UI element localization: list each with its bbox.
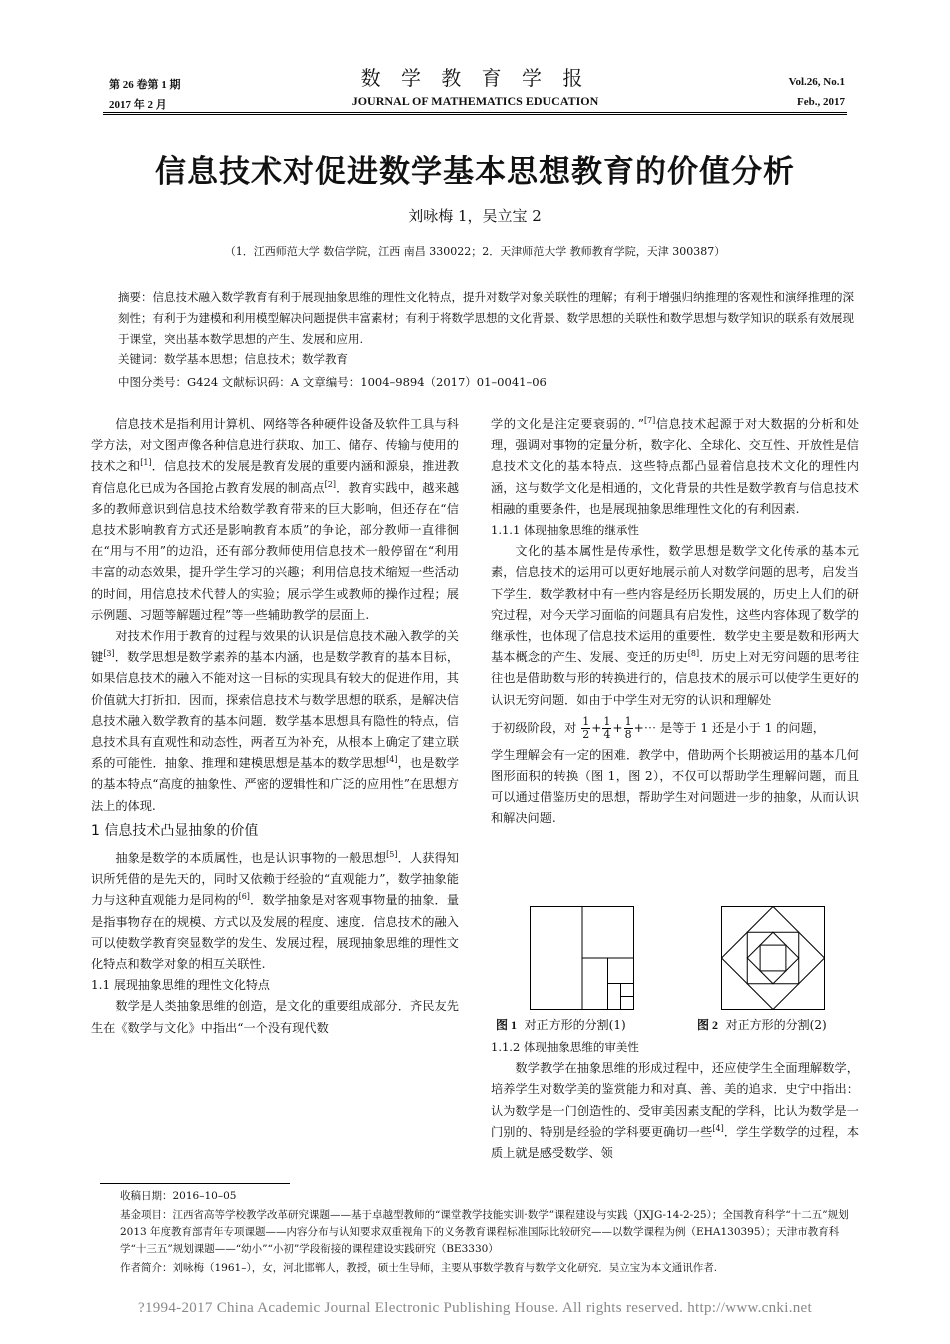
journal-volume: 第 26 卷第 1 期 (109, 79, 181, 91)
abstract-text: 摘要：信息技术融入数学教育有利于展现抽象思维的理性文化特点，提升对数学对象关联性的理解；有利于增强归纳推理的客观性和演绎推理的深刻性；有利于为建模和利用模型解决问题提供丰富素材；有利于将数学思想的文化背景、数学思想的关联性和数学思想与数学知识的联系有效展现于课堂，突出基本数学思想的产生、发展和应用. (118, 290, 854, 346)
footnote-author: 作者简介：刘咏梅（1961–），女，河北邯郸人，教授，硕士生导师，主要从事数学教育与数学文化研究．吴立宝为本文通讯作者. (120, 1262, 718, 1274)
header-rule (103, 112, 847, 113)
footnote-received: 收稿日期：2016–10–05 (120, 1190, 237, 1202)
section-heading: 1 信息技术凸显抽象的价值 (91, 822, 259, 839)
right-column-lower (491, 1037, 859, 1164)
keywords: 关键词：数学基本思想；信息技术；数学教育 (118, 352, 348, 366)
subsection-heading: 1.1.2 体现抽象思维的审美性 (491, 1040, 639, 1054)
fraction-eighth: $\frac{1}{8}$ (624, 714, 632, 741)
series-text-pre: 于初级阶段，对 (491, 720, 577, 735)
figure-1-caption: 图 1 对正方形的分割(1) (496, 1018, 626, 1032)
abstract (118, 287, 860, 350)
footnotes (100, 1188, 860, 1279)
classification: 中图分类号：G424 文献标识码：A 文章编号：1004–9894（2017）01–0041–06 (118, 375, 547, 389)
series-text-post: 是等于 1 还是小于 1 的问题， (659, 720, 825, 735)
article-affiliation: （1．江西师范大学 数信学院，江西 南昌 330022；2．天津师范大学 教师教育学院，天津 300387） (224, 245, 726, 258)
footnote-funding: 基金项目：江西省高等学校教学改革研究课题——基于卓越型教师的“课堂教学技能实训·数学”课程建设与实践（JXJG-14-2-25）；全国教育科学“十二五”规划 2013 年度教育部青年专项课题——内容分布与认知要求双重视角下的义务教育课程标准国际比较研究——以数学课程为例（EHA130395）；天津市教育科学“十三五”规划课题——“幼小”“小初”学段衔接的课程建设实践研究（BE3330） (120, 1209, 849, 1255)
series-line: 于初级阶段，对 $\frac{1}{2}$ + $\frac{1}{4}$ + $\frac{1}{8}$ +⋯ 是等于 1 还是小于 1 的问题， (491, 714, 825, 741)
left-column (91, 414, 459, 1039)
paragraph: 学的文化是注定要衰弱的．”[7]信息技术起源于对大数据的分析和处理，强调对事物的定量分析，数字化、全球化、交互性、开放性是信息技术文化的基本特点．这些特点都凸显着信息技术文化的理性内涵，这与数学文化是相通的，文化背景的共性是数学教育与信息技术相融的重要条件，也是展现抽象思维理性文化的有利因素. (491, 415, 860, 516)
paragraph: 文化的基本属性是传承性，数学思想是数学文化传承的基本元素，信息技术的运用可以更好地展示前人对数学问题的思考，启发当下学生．数学教材中有一些内容是经历长期发展的，历史上人们的研究过程，对今天学习面临的问题具有启发性，这些内容体现了数学的继承性，也体现了信息技术运用的重要性．数学史主要是数和形两大基本概念的产生、发展、变迁的历史[8]．历史上对无穷问题的思考往往也是借助数与形的转换进行的，信息技术的展示可以使学生更好的认识无穷问题．如由于中学生对无穷的认识和理解处 (491, 544, 860, 707)
journal-date: 2017 年 2 月 (109, 99, 167, 111)
series-ellipsis: +⋯ (633, 720, 657, 735)
article-title: 信息技术对促进数学基本思想教育的价值分析 (155, 154, 795, 190)
right-column (491, 414, 859, 830)
footnote-rule (100, 1183, 290, 1184)
paragraph: 对技术作用于教育的过程与效果的认识是信息技术融入教学的关键[3]．数学思想是数学素养的基本内涵，也是数学教育的基本目标，如果信息技术的融入不能对这一目标的实现具有较大的促进作用，其价值就大打折扣．因而，探索信息技术与数学思想的联系，是解决信息技术融入数学教育的基本问题．数学基本思想具有隐性的特点，信息技术具有直观性和动态性，两者互为补充，从根本上确定了建立联系的可能性．抽象、推理和建模思想是基本的数学思想[4]，也是数学的基本特点“高度的抽象性、严密的逻辑性和广泛的应用性”在思想方法上的体现. (91, 629, 460, 813)
journal-title-cn: 数 学 教 育 学 报 (360, 66, 590, 90)
journal-title-en: JOURNAL OF MATHEMATICS EDUCATION (351, 94, 599, 108)
paragraph: 学生理解会有一定的困难．教学中，借助两个长期被运用的基本几何图形面积的转换（图 1，图 2），不仅可以帮助学生理解问题，而且可以通过借鉴历史的思想，帮助学生对问题进一步的抽象，从而认识和解决问题. (491, 747, 859, 826)
fraction-quarter: $\frac{1}{4}$ (603, 714, 611, 741)
article-authors: 刘咏梅 1，吴立宝 2 (408, 207, 542, 225)
figure-1-square-partition (530, 906, 634, 1010)
paragraph: 数学是人类抽象思维的创造，是文化的重要组成部分．齐民友先生在《数学与文化》中指出“一个没有现代数 (91, 999, 459, 1035)
paragraph: 信息技术是指利用计算机、网络等各种硬件设备及软件工具与科学方法，对文图声像各种信息进行获取、加工、储存、传输与使用的技术之和[1]．信息技术的发展是教育发展的重要内涵和源泉，推进教育信息化已成为各国抢占教育发展的制高点[2]．教育实践中，越来越多的教师意识到信息技术给数学教育带来的巨大影响，但还存在“信息技术影响教育方式还是影响教育本质”的争论，部分教师一直徘徊在“用与不用”的边沿，还有部分教师使用信息技术一般停留在“利用丰富的动态效果，提升学生学习的兴趣；利用信息技术缩短一些活动的时间，用信息技术代替人的实验；展示学生或教师的操作过程；展示例题、习题等解题过程”等一些辅助教学的层面上. (91, 417, 460, 622)
subsection-heading: 1.1.1 体现抽象思维的继承性 (491, 523, 639, 538)
figure-2-caption: 图 2 对正方形的分割(2) (697, 1018, 827, 1032)
subsection-heading: 1.1 展现抽象思维的理性文化特点 (91, 978, 270, 993)
paragraph: 数学教学在抽象思维的形成过程中，还应使学生全面理解数学，培养学生对数学美的鉴赏能力和对真、善、美的追求．史宁中指出：认为数学是一门创造性的、受审美因素支配的学科，比认为数学是一门别的、特别是经验的学科要更确切一些[4]．学生学数学的过程，本质上就是感受数学、领 (491, 1061, 860, 1161)
paragraph: 抽象是数学的本质属性，也是认识事物的一般思想[5]．人获得知识所凭借的是先天的，同时又依赖于经验的“直观能力”，数学抽象能力与这种直观能力是同构的[6]．数学抽象是对客观事物量的抽象．量是指事物存在的规模、方式以及发展的程度、速度．信息技术的融入可以使数学教育突显数学的发生、发展过程，展现抽象思维的理性文化特点和数学对象的相互关联性. (91, 850, 460, 972)
copyright-notice: ?1994-2017 China Academic Journal Electronic Publishing House. All rights reserved. http://www.cnki.net (138, 1300, 812, 1316)
journal-volume-en: Vol.26, No.1 (788, 76, 845, 88)
journal-date-en: Feb., 2017 (797, 96, 845, 108)
fraction-half: $\frac{1}{2}$ (582, 714, 590, 741)
header-rule-2 (103, 114, 847, 115)
figure-2-square-partition (721, 906, 825, 1010)
